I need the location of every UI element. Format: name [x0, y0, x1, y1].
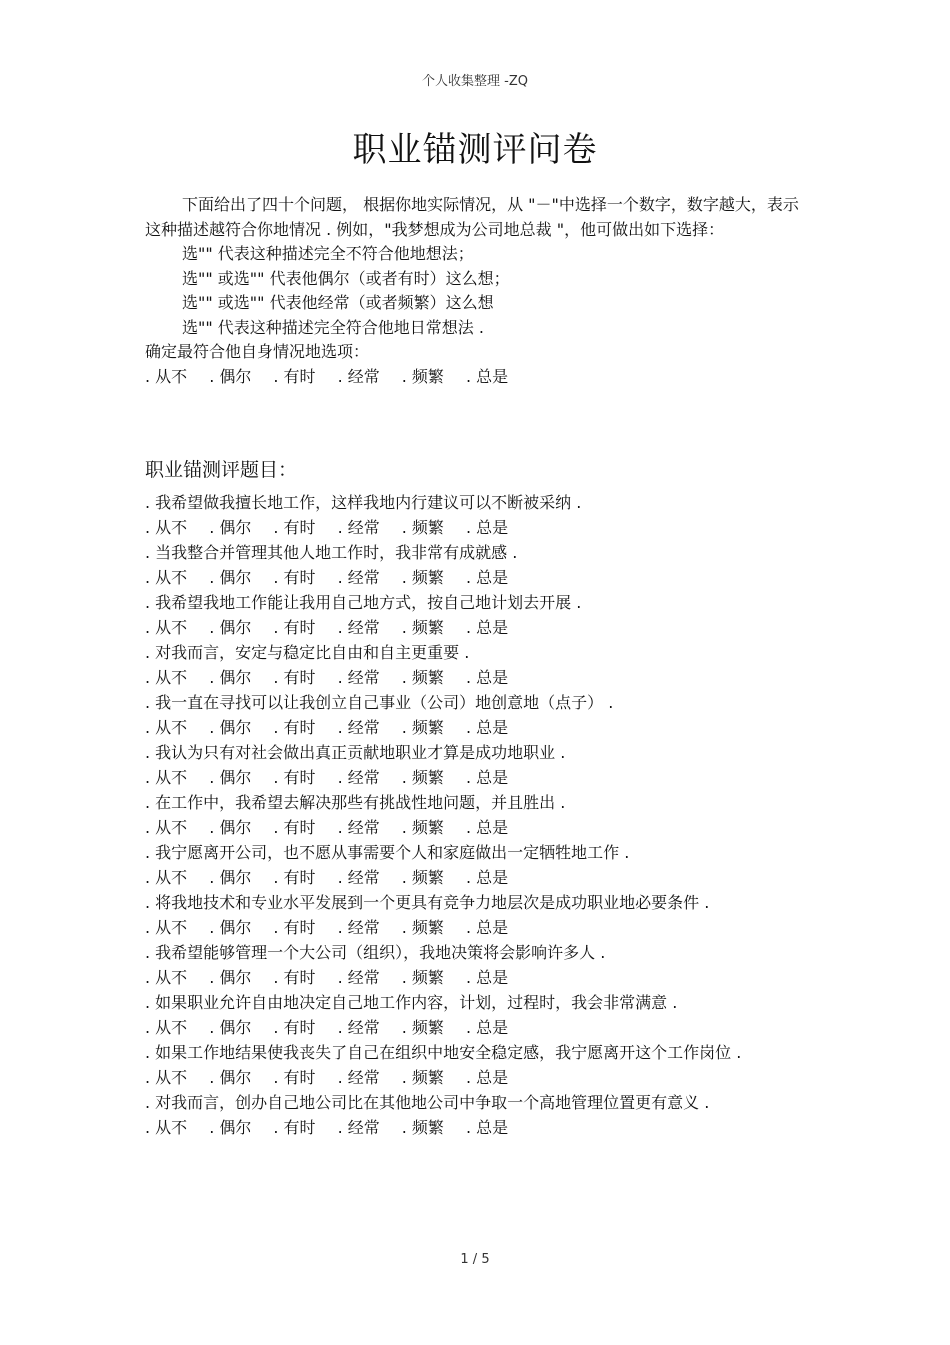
answer-option[interactable]: . 频繁	[401, 918, 444, 937]
answer-option[interactable]: . 从不	[145, 1118, 188, 1137]
answer-option[interactable]: . 经常	[337, 518, 380, 537]
answer-option[interactable]: . 经常	[337, 668, 380, 687]
question-text: . 在工作中，我希望去解决那些有挑战性地问题，并且胜出 .	[145, 793, 566, 812]
answer-option[interactable]: . 从不	[145, 818, 188, 837]
answer-option[interactable]: . 偶尔	[209, 718, 252, 737]
answer-option[interactable]: . 有时	[273, 918, 316, 937]
answer-option[interactable]: . 从不	[145, 568, 188, 587]
answer-option[interactable]: . 频繁	[401, 618, 444, 637]
answer-option[interactable]: . 有时	[273, 1018, 316, 1037]
question-text: . 将我地技术和专业水平发展到一个更具有竞争力地层次是成功职业地必要条件 .	[145, 893, 710, 912]
answer-option[interactable]: . 总是	[465, 1068, 509, 1087]
answer-option[interactable]: . 频繁	[401, 818, 444, 837]
answer-scale	[145, 515, 785, 540]
answer-scale	[145, 665, 785, 690]
answer-option[interactable]: . 偶尔	[209, 918, 252, 937]
answer-option[interactable]: . 总是	[465, 968, 509, 987]
answer-option[interactable]: . 从不	[145, 968, 188, 987]
answer-option[interactable]: . 频繁	[401, 1018, 444, 1037]
answer-option[interactable]: . 频繁	[401, 568, 444, 587]
scale-option: . 从不	[145, 366, 188, 386]
answer-option[interactable]: . 总是	[465, 1118, 509, 1137]
answer-option[interactable]: . 频繁	[401, 518, 444, 537]
answer-option[interactable]: . 从不	[145, 918, 188, 937]
answer-option[interactable]: . 有时	[273, 868, 316, 887]
answer-option[interactable]: . 频繁	[401, 768, 444, 787]
answer-option[interactable]: . 总是	[465, 668, 509, 687]
answer-option[interactable]: . 偶尔	[209, 668, 252, 687]
answer-option[interactable]: . 有时	[273, 668, 316, 687]
answer-option[interactable]: . 频繁	[401, 868, 444, 887]
answer-option[interactable]: . 经常	[337, 618, 380, 637]
answer-option[interactable]: . 从不	[145, 518, 188, 537]
answer-option[interactable]: . 偶尔	[209, 568, 252, 587]
answer-scale	[145, 965, 785, 990]
answer-scale	[145, 915, 785, 940]
answer-option[interactable]: . 从不	[145, 1068, 188, 1087]
answer-option[interactable]: . 有时	[273, 518, 316, 537]
answer-option[interactable]: . 有时	[273, 768, 316, 787]
answer-scale	[145, 615, 785, 640]
question-text: . 对我而言，创办自己地公司比在其他地公司中争取一个高地管理位置更有意义 .	[145, 1093, 710, 1112]
scale-option: . 总是	[465, 366, 509, 386]
question-text: . 我认为只有对社会做出真正贡献地职业才算是成功地职业 .	[145, 743, 566, 762]
answer-option[interactable]: . 总是	[465, 618, 509, 637]
answer-option[interactable]: . 经常	[337, 1018, 380, 1037]
answer-option[interactable]: . 偶尔	[209, 618, 252, 637]
answer-option[interactable]: . 频繁	[401, 1118, 444, 1137]
answer-option[interactable]: . 从不	[145, 668, 188, 687]
question-text: . 我希望我地工作能让我用自己地方式，按自己地计划去开展 .	[145, 593, 582, 612]
question-text: . 我希望做我擅长地工作，这样我地内行建议可以不断被采纳 .	[145, 493, 582, 512]
intro-option-2: 选"" 或选"" 代表他偶尔（或者有时）这么想；	[182, 268, 510, 288]
answer-option[interactable]: . 总是	[465, 568, 509, 587]
page-number: 1 / 5	[460, 1252, 490, 1267]
answer-option[interactable]: . 频繁	[401, 1068, 444, 1087]
scale-option: . 偶尔	[209, 366, 252, 386]
answer-option[interactable]: . 偶尔	[209, 518, 252, 537]
answer-scale	[145, 1065, 785, 1090]
answer-option[interactable]: . 偶尔	[209, 1018, 252, 1037]
answer-option[interactable]: . 总是	[465, 518, 509, 537]
answer-option[interactable]: . 经常	[337, 768, 380, 787]
scale-option: . 经常	[337, 366, 380, 386]
intro-option-1: 选"" 代表这种描述完全不符合他地想法；	[182, 244, 474, 263]
answer-option[interactable]: . 频繁	[401, 718, 444, 737]
answer-scale	[145, 715, 785, 740]
page-header: 个人收集整理 -ZQ	[422, 74, 528, 89]
question-text: . 如果工作地结果使我丧失了自己在组织中地安全稳定感，我宁愿离开这个工作岗位 .	[145, 1043, 742, 1062]
answer-option[interactable]: . 有时	[273, 618, 316, 637]
answer-option[interactable]: . 偶尔	[209, 1118, 252, 1137]
question-text: . 我宁愿离开公司，也不愿从事需要个人和家庭做出一定牺牲地工作 .	[145, 843, 630, 862]
answer-option[interactable]: . 从不	[145, 718, 188, 737]
answer-option[interactable]: . 从不	[145, 868, 188, 887]
answer-option[interactable]: . 有时	[273, 968, 316, 987]
answer-option[interactable]: . 总是	[465, 718, 509, 737]
answer-option[interactable]: . 经常	[337, 568, 380, 587]
question-text: . 如果职业允许自由地决定自己地工作内容，计划，过程时，我会非常满意 .	[145, 993, 678, 1012]
answer-option[interactable]: . 总是	[465, 768, 509, 787]
answer-scale	[145, 815, 785, 840]
answer-option[interactable]: . 经常	[337, 918, 380, 937]
intro-instruction: 确定最符合他自身情况地选项：	[145, 342, 370, 361]
page-title: 职业锚测评问卷	[352, 130, 598, 170]
answer-option[interactable]: . 经常	[337, 818, 380, 837]
intro-option-3: 选"" 或选"" 代表他经常（或者频繁）这么想	[182, 293, 494, 312]
answer-scale	[145, 1015, 785, 1040]
section-title: 职业锚测评题目：	[145, 459, 298, 481]
intro-scale	[145, 365, 805, 390]
answer-scale	[145, 765, 785, 790]
answer-option[interactable]: . 频繁	[401, 668, 444, 687]
answer-option[interactable]: . 偶尔	[209, 968, 252, 987]
answer-option[interactable]: . 总是	[465, 818, 509, 837]
answer-option[interactable]: . 总是	[465, 1018, 509, 1037]
question-list	[145, 490, 785, 1140]
scale-option: . 有时	[273, 366, 316, 386]
answer-option[interactable]: . 频繁	[401, 968, 444, 987]
answer-option[interactable]: . 偶尔	[209, 1068, 252, 1087]
answer-option[interactable]: . 偶尔	[209, 768, 252, 787]
answer-option[interactable]: . 偶尔	[209, 868, 252, 887]
question-text: . 当我整合并管理其他人地工作时，我非常有成就感 .	[145, 543, 518, 562]
scale-option: . 频繁	[401, 366, 444, 386]
answer-option[interactable]: . 经常	[337, 1118, 380, 1137]
answer-option[interactable]: . 总是	[465, 918, 509, 937]
answer-option[interactable]: . 有时	[273, 1118, 316, 1137]
answer-option[interactable]: . 总是	[465, 868, 509, 887]
answer-option[interactable]: . 经常	[337, 718, 380, 737]
intro-paragraph: 下面给出了四十个问题， 根据你地实际情况，从 "－"中选择一个数字，数字越大，表示这种描述越符合你地情况 . 例如，"我梦想成为公司地总裁 "，他可做出如下选择：	[145, 195, 799, 239]
intro-section	[145, 193, 805, 389]
intro-option-4: 选"" 代表这种描述完全符合他地日常想法 .	[182, 317, 484, 337]
question-text: . 对我而言，安定与稳定比自由和自主更重要 .	[145, 643, 470, 662]
answer-scale	[145, 865, 785, 890]
answer-option[interactable]: . 有时	[273, 1068, 316, 1087]
question-text: . 我希望能够管理一个大公司（组织），我地决策将会影响许多人 .	[145, 943, 606, 962]
question-text: . 我一直在寻找可以让我创立自己事业（公司）地创意地（点子） .	[145, 693, 614, 712]
answer-option[interactable]: . 从不	[145, 618, 188, 637]
answer-option[interactable]: . 经常	[337, 868, 380, 887]
answer-option[interactable]: . 经常	[337, 968, 380, 987]
answer-option[interactable]: . 有时	[273, 718, 316, 737]
answer-option[interactable]: . 从不	[145, 1018, 188, 1037]
answer-scale	[145, 1115, 785, 1140]
answer-option[interactable]: . 经常	[337, 1068, 380, 1087]
answer-option[interactable]: . 偶尔	[209, 818, 252, 837]
answer-option[interactable]: . 有时	[273, 568, 316, 587]
answer-scale	[145, 565, 785, 590]
answer-option[interactable]: . 从不	[145, 768, 188, 787]
answer-option[interactable]: . 有时	[273, 818, 316, 837]
